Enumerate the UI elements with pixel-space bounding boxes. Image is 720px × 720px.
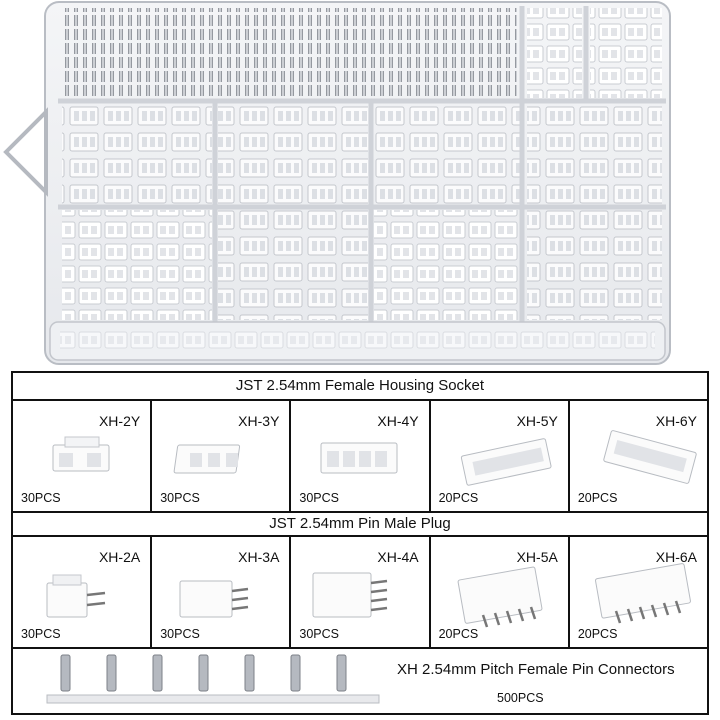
housing-qty-label: 30PCS — [160, 491, 200, 505]
plug-qty-label: 20PCS — [438, 627, 479, 641]
plug-qty-label: 30PCS — [299, 627, 340, 641]
housing-cell-xh-5y — [431, 401, 570, 511]
plug-model-label: XH-3A — [238, 549, 280, 565]
plug-cell-xh-3a — [152, 537, 291, 647]
terminals-row — [13, 647, 707, 713]
plug-model-label: XH-5A — [516, 549, 558, 565]
connector-catalog-table — [11, 371, 709, 715]
plug-qty-label: 30PCS — [21, 627, 61, 641]
housing-model-label: XH-4Y — [377, 413, 419, 429]
plug-row — [13, 537, 707, 647]
housing-cell-xh-6y — [570, 401, 707, 511]
plug-qty-label: 20PCS — [577, 627, 618, 641]
housing-cell-xh-2y — [13, 401, 152, 511]
plug-section-title: JST 2.54mm Pin Male Plug — [269, 515, 451, 532]
plug-cell-xh-4a — [291, 537, 430, 647]
housing-qty-label: 20PCS — [577, 491, 618, 505]
crimp-terminal-strip-image — [43, 649, 413, 715]
plug-model-label: XH-6A — [655, 549, 698, 565]
housing-model-label: XH-3Y — [238, 413, 280, 429]
plug-qty-label: 30PCS — [160, 627, 200, 641]
plug-model-label: XH-2A — [98, 549, 141, 565]
plug-cell-xh-6a — [570, 537, 707, 647]
housing-row — [13, 401, 707, 511]
housing-cell-xh-3y — [152, 401, 291, 511]
plug-cell-xh-5a — [431, 537, 570, 647]
housing-qty-label: 20PCS — [438, 491, 479, 505]
housing-qty-label: 30PCS — [299, 491, 340, 505]
housing-model-label: XH-2Y — [98, 413, 141, 429]
housing-model-label: XH-5Y — [516, 413, 558, 429]
terminals-qty-label: 500PCS — [497, 691, 544, 705]
housing-cell-xh-4y — [291, 401, 430, 511]
plug-model-label: XH-4A — [377, 549, 419, 565]
housing-model-label: XH-6Y — [655, 413, 698, 429]
terminals-title: XH 2.54mm Pitch Female Pin Connectors — [397, 661, 675, 678]
housing-section-title: JST 2.54mm Female Housing Socket — [235, 377, 485, 394]
housing-qty-label: 30PCS — [21, 491, 61, 505]
plug-cell-xh-2a — [13, 537, 152, 647]
